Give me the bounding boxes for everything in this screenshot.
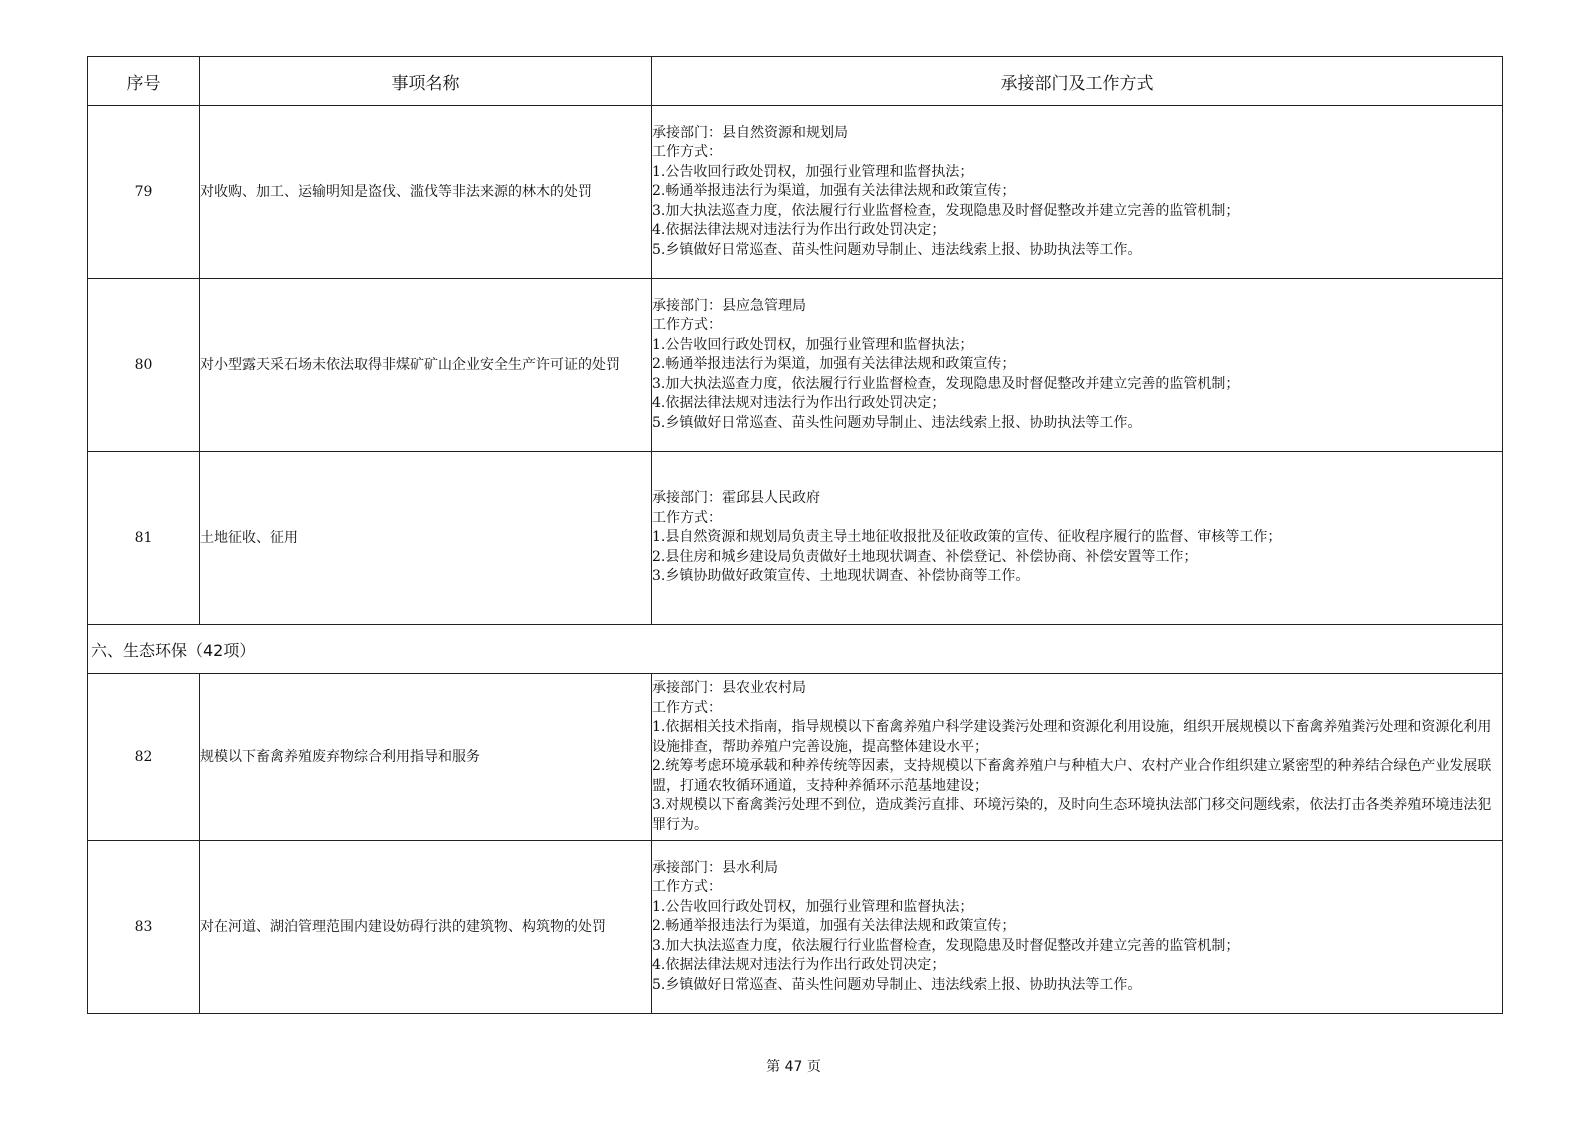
- method-item: 1.公告收回行政处罚权，加强行业管理和监督执法；: [652, 163, 974, 180]
- method-label: 工作方式：: [652, 144, 722, 161]
- table-row: [88, 106, 1503, 279]
- department-method: [652, 106, 1503, 279]
- method-item: 3.加大执法巡查力度，依法履行行业监督检查，发现隐患及时督促整改并建立完善的监管机制；: [652, 375, 1240, 392]
- table-row: [88, 452, 1503, 625]
- section-row: [88, 625, 1503, 674]
- method-item: 1.依据相关技术指南，指导规模以下畜禽养殖户科学建设粪污处理和资源化利用设施，组织开展规模以下畜禽养殖粪污处理和资源化利用设施排查，帮助养殖户完善设施，提高整体建设水平；: [652, 719, 1492, 755]
- method-item: 5.乡镇做好日常巡查、苗头性问题劝导制止、违法线索上报、协助执法等工作。: [652, 414, 1142, 431]
- item-name: 对收购、加工、运输明知是盗伐、滥伐等非法来源的林木的处罚: [200, 106, 652, 279]
- header-item-name: 事项名称: [200, 57, 652, 106]
- method-item: 4.依据法律法规对违法行为作出行政处罚决定；: [652, 395, 946, 412]
- table-row: [88, 674, 1503, 841]
- item-name: 土地征收、征用: [200, 452, 652, 625]
- item-name: 对小型露天采石场未依法取得非煤矿矿山企业安全生产许可证的处罚: [200, 279, 652, 452]
- method-item: 5.乡镇做好日常巡查、苗头性问题劝导制止、违法线索上报、协助执法等工作。: [652, 241, 1142, 258]
- method-item: 3.对规模以下畜禽粪污处理不到位，造成粪污直排、环境污染的，及时向生态环境执法部门移交问题线索，依法打击各类养殖环境违法犯罪行为。: [652, 797, 1492, 833]
- section-title: 六、生态环保（42项）: [88, 625, 1503, 674]
- method-label: 工作方式：: [652, 317, 722, 334]
- method-item: 3.加大执法巡查力度，依法履行行业监督检查，发现隐患及时督促整改并建立完善的监管机制；: [652, 937, 1240, 954]
- method-item: 1.公告收回行政处罚权，加强行业管理和监督执法；: [652, 898, 974, 915]
- department-line: 承接部门：县农业农村局: [652, 680, 806, 696]
- row-number: 82: [88, 674, 200, 841]
- row-number: 80: [88, 279, 200, 452]
- method-label: 工作方式：: [652, 509, 722, 526]
- header-department: 承接部门及工作方式: [652, 57, 1503, 106]
- department-line: 承接部门：县自然资源和规划局: [652, 124, 848, 141]
- method-item: 4.依据法律法规对违法行为作出行政处罚决定；: [652, 957, 946, 974]
- method-item: 5.乡镇做好日常巡查、苗头性问题劝导制止、违法线索上报、协助执法等工作。: [652, 976, 1142, 993]
- method-item: 3.乡镇协助做好政策宣传、土地现状调查、补偿协商等工作。: [652, 568, 1030, 585]
- department-line: 承接部门：县应急管理局: [652, 297, 806, 314]
- method-item: 1.县自然资源和规划局负责主导土地征收报批及征收政策的宣传、征收程序履行的监督、审核等工作；: [652, 529, 1282, 546]
- department-line: 承接部门：霍邱县人民政府: [652, 490, 820, 507]
- item-name: 对在河道、湖泊管理范围内建设妨碍行洪的建筑物、构筑物的处罚: [200, 841, 652, 1014]
- method-item: 3.加大执法巡查力度，依法履行行业监督检查，发现隐患及时督促整改并建立完善的监管机制；: [652, 202, 1240, 219]
- method-label: 工作方式：: [652, 879, 722, 896]
- method-item: 2.畅通举报违法行为渠道，加强有关法律法规和政策宣传；: [652, 356, 1016, 373]
- method-item: 4.依据法律法规对违法行为作出行政处罚决定；: [652, 222, 946, 239]
- method-item: 2.畅通举报违法行为渠道，加强有关法律法规和政策宣传；: [652, 183, 1016, 200]
- row-number: 83: [88, 841, 200, 1014]
- header-index: 序号: [88, 57, 200, 106]
- method-item: 2.县住房和城乡建设局负责做好土地现状调查、补偿登记、补偿协商、补偿安置等工作；: [652, 548, 1198, 565]
- department-line: 承接部门：县水利局: [652, 859, 778, 876]
- table-row: [88, 279, 1503, 452]
- department-method: [652, 674, 1503, 841]
- table-row: [88, 841, 1503, 1014]
- row-number: 79: [88, 106, 200, 279]
- department-method: [652, 279, 1503, 452]
- method-item: 2.畅通举报违法行为渠道，加强有关法律法规和政策宣传；: [652, 918, 1016, 935]
- method-item: 2.统筹考虑环境承载和种养传统等因素，支持规模以下畜禽养殖户与种植大户、农村产业合作组织建立紧密型的种养结合绿色产业发展联盟，打通农牧循环通道，支持种养循环示范基地建设；: [652, 758, 1492, 794]
- department-method: [652, 841, 1503, 1014]
- item-name: 规模以下畜禽养殖废弃物综合利用指导和服务: [200, 674, 652, 841]
- row-number: 81: [88, 452, 200, 625]
- table-header-row: [88, 57, 1503, 106]
- page-number: 第 47 页: [766, 1059, 821, 1075]
- items-table: [87, 56, 1503, 1014]
- method-label: 工作方式：: [652, 699, 722, 716]
- method-item: 1.公告收回行政处罚权，加强行业管理和监督执法；: [652, 336, 974, 353]
- department-method: [652, 452, 1503, 625]
